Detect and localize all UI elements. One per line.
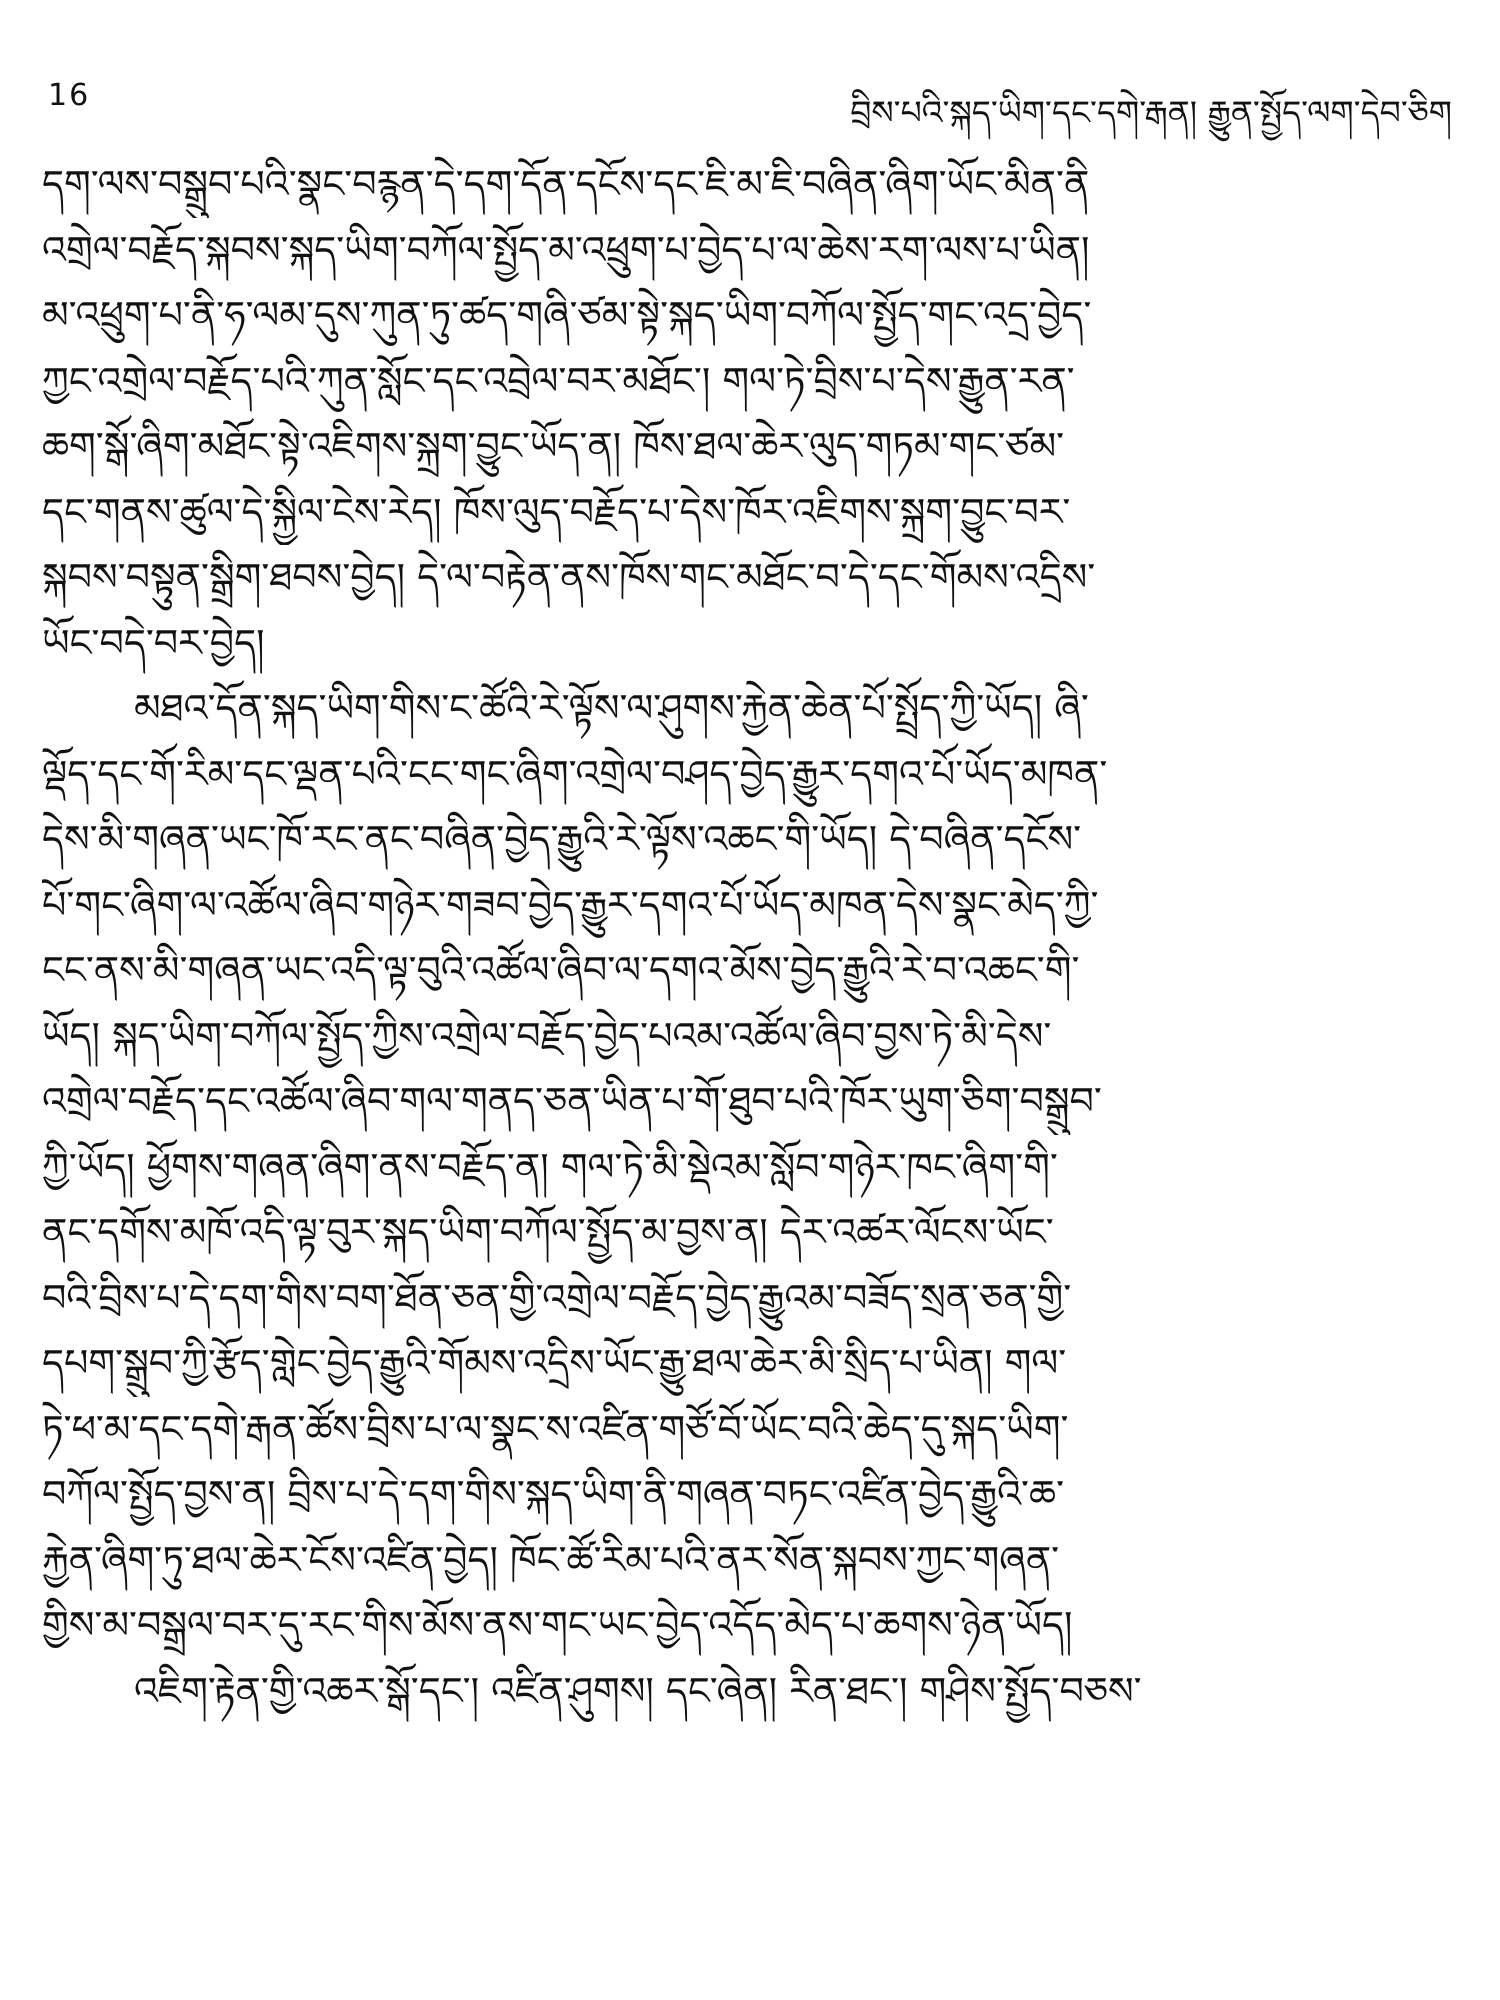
text-line: དཔག་སྒྲུབ་ཀྱི་རྩོད་གླེང་བྱེད་རྒྱུའི་གོམས་འདྲིས་ཡོང་རྒྱུ་ཐལ་ཆེར་མི་སྲིད་པ་ཡིན། གལ་ <box>42 1341 1067 1385</box>
text-line: བའི་བྲིས་པ་དེ་དག་གིས་བག་ཐོན་ཅན་གྱི་འགྲེལ་བརྗོད་བྱེད་རྒྱུའམ་བཟོད་སྲན་ཅན་གྱི་ <box>42 1275 1072 1320</box>
text-line: སྐབས་བསྟུན་སྒྲིག་ཐབས་བྱེད། དེ་ལ་བརྟེན་ནས་ཁོས་གང་མཐོང་བ་དེ་དང་གོམས་འདྲིས་ <box>42 555 1096 599</box>
text-line: གྱིས་མ་བསྒྲལ་བར་དུ་རང་གིས་མོས་ནས་གང་ཡང་བྱེད་འདོད་མེད་པ་ཆགས་ཉེན་ཡོད། <box>42 1603 1073 1647</box>
text-line: ངང་ནས་མི་གཞན་ཡང་འདི་ལྟ་བུའི་འཚོལ་ཞིབ་ལ་དགའ་མོས་བྱེད་རྒྱུའི་རེ་བ་འཆང་གི་ <box>42 948 1080 992</box>
text-line: པོ་གང་ཞིག་ལ་འཚོལ་ཞིབ་གཉེར་གཟབ་བྱེད་རྒྱུར་དགའ་པོ་ཡོད་མཁན་དེས་སྣང་མེད་ཀྱི་ <box>42 882 1099 927</box>
text-line: དག་ལས་བསྒྲུབ་པའི་སྣང་བརྙན་དེ་དག་དོན་དངོས་དང་ཇི་མ་ཇི་བཞིན་ཞིག་ཡོང་མིན་ནི <box>42 162 1090 206</box>
paragraph-first-line: མཐའ་དོན་སྐད་ཡིག་གིས་ང་ཚོའི་རེ་ལྟོས་ལ་ཤུགས་རྐྱེན་ཆེན་པོ་སྤྲོད་ཀྱི་ཡོད། ཞི་ <box>134 686 1089 730</box>
text-line: འགྲེལ་བརྗོད་དང་འཚོལ་ཞིབ་གལ་གནད་ཅན་ཡིན་པ་གོ་ཐུབ་པའི་ཁོར་ཡུག་ཅིག་བསྒྲུབ་ <box>42 1079 1102 1123</box>
text-line: རྐྱེན་ཞིག་ཏུ་ཐལ་ཆེར་ངོས་འཛིན་བྱེད། ཁོང་ཚོ་རིམ་པའི་ནར་སོན་སྐབས་ཀྱང་གཞན་ <box>42 1537 1060 1582</box>
paragraph-first-line: འཇིག་རྟེན་གྱི་འཆར་སྒོ་དང་། འཛིན་ཤུགས། དང་ཞེན། རིན་ཐང་། གཤིས་སྤྱོད་བཅས་ <box>134 1668 1142 1713</box>
text-line: དང་གནས་ཚུལ་དེ་སྐྱིལ་ངེས་རེད། ཁོས་ལུད་བརྗོད་པ་དེས་ཁོར་འཇིགས་སྐྲག་བྱུང་བར་ <box>42 489 1071 534</box>
text-line: ཡོང་བདེ་བར་བྱེད། <box>42 620 265 665</box>
text-line: ཡོད། སྐད་ཡིག་བཀོལ་སྤྱོད་ཀྱིས་འགྲེལ་བརྗོད་བྱེད་པའམ་འཚོལ་ཞིབ་བྱས་ཏེ་མི་དེས་ <box>42 1013 1052 1058</box>
page-number: 16 <box>48 78 91 113</box>
text-line: ཀྱང་འགྲེལ་བརྗོད་པའི་ཀུན་སློང་དང་འབྲེལ་བར་མཐོང་། གལ་ཏེ་བྲིས་པ་དེས་རྒྱུན་རན་ <box>42 358 1075 403</box>
text-line: དེས་མི་གཞན་ཡང་ཁོ་རང་ནང་བཞིན་བྱེད་རྒྱུའི་རེ་ལྟོས་འཆང་གི་ཡོད། དེ་བཞིན་དངོས་ <box>42 817 1082 861</box>
text-line: བཀོལ་སྤྱོད་བྱས་ན། བྲིས་པ་དེ་དག་གིས་སྐད་ཡིག་ནི་གཞན་བཏང་འཛིན་བྱེད་རྒྱུའི་ཆ་ <box>42 1472 1065 1516</box>
text-line: ལྡོད་དང་གོ་རིམ་དང་ལྡན་པའི་ངང་གང་ཞིག་འགྲེལ་བཤད་བྱེད་རྒྱུར་དགའ་པོ་ཡོད་མཁན་ <box>42 751 1108 796</box>
text-line: མ་འཕྲུག་པ་ནི་ཧ་ལམ་དུས་ཀུན་ཏུ་ཚད་གཞི་ཙམ་སྟེ་སྐད་ཡིག་བཀོལ་སྤྱོད་གང་འདྲ་བྱེད་ <box>42 293 1092 337</box>
text-line: ཀྱི་ཡོད། ཕྱོགས་གཞན་ཞིག་ནས་བརྗོད་ན། གལ་ཏེ་མི་སྡེའམ་སློབ་གཉེར་ཁང་ཞིག་གི་ <box>42 1144 1058 1189</box>
text-line: འགྲེལ་བརྗོད་སྐབས་སྐད་ཡིག་བཀོལ་སྤྱོད་མ་འཕྲུག་པ་བྱེད་པ་ལ་ཆེས་རག་ལས་པ་ཡིན། <box>42 227 1090 272</box>
text-line: ཏེ་ཕ་མ་དང་དགེ་རྒན་ཚོས་བྲིས་པ་ལ་སྣང་ས་འཛིན་གཙོ་བོ་ཡོང་བའི་ཆེད་དུ་སྐད་ཡིག་ <box>42 1406 1069 1451</box>
text-line: ཆག་སྒོ་ཞིག་མཐོང་སྟེ་འཇིགས་སྐྲག་བྱུང་ཡོད་ན། ཁོས་ཐལ་ཆེར་ལུད་གཏམ་གང་ཙམ་ <box>42 424 1065 468</box>
body-text <box>42 152 1462 1724</box>
text-line: ནང་དགོས་མཁོ་འདི་ལྟ་བུར་སྐད་ཡིག་བཀོལ་སྤྱོད་མ་བྱས་ན། དེར་འཚར་ལོངས་ཡོང་ <box>42 1210 1054 1254</box>
running-header: བྲིས་པའི་སྐད་ཡིག་དང་དགེ་རྒན། རྒྱུན་སྤྱོད་ལག་དེབ་ཅིག <box>850 93 1452 132</box>
